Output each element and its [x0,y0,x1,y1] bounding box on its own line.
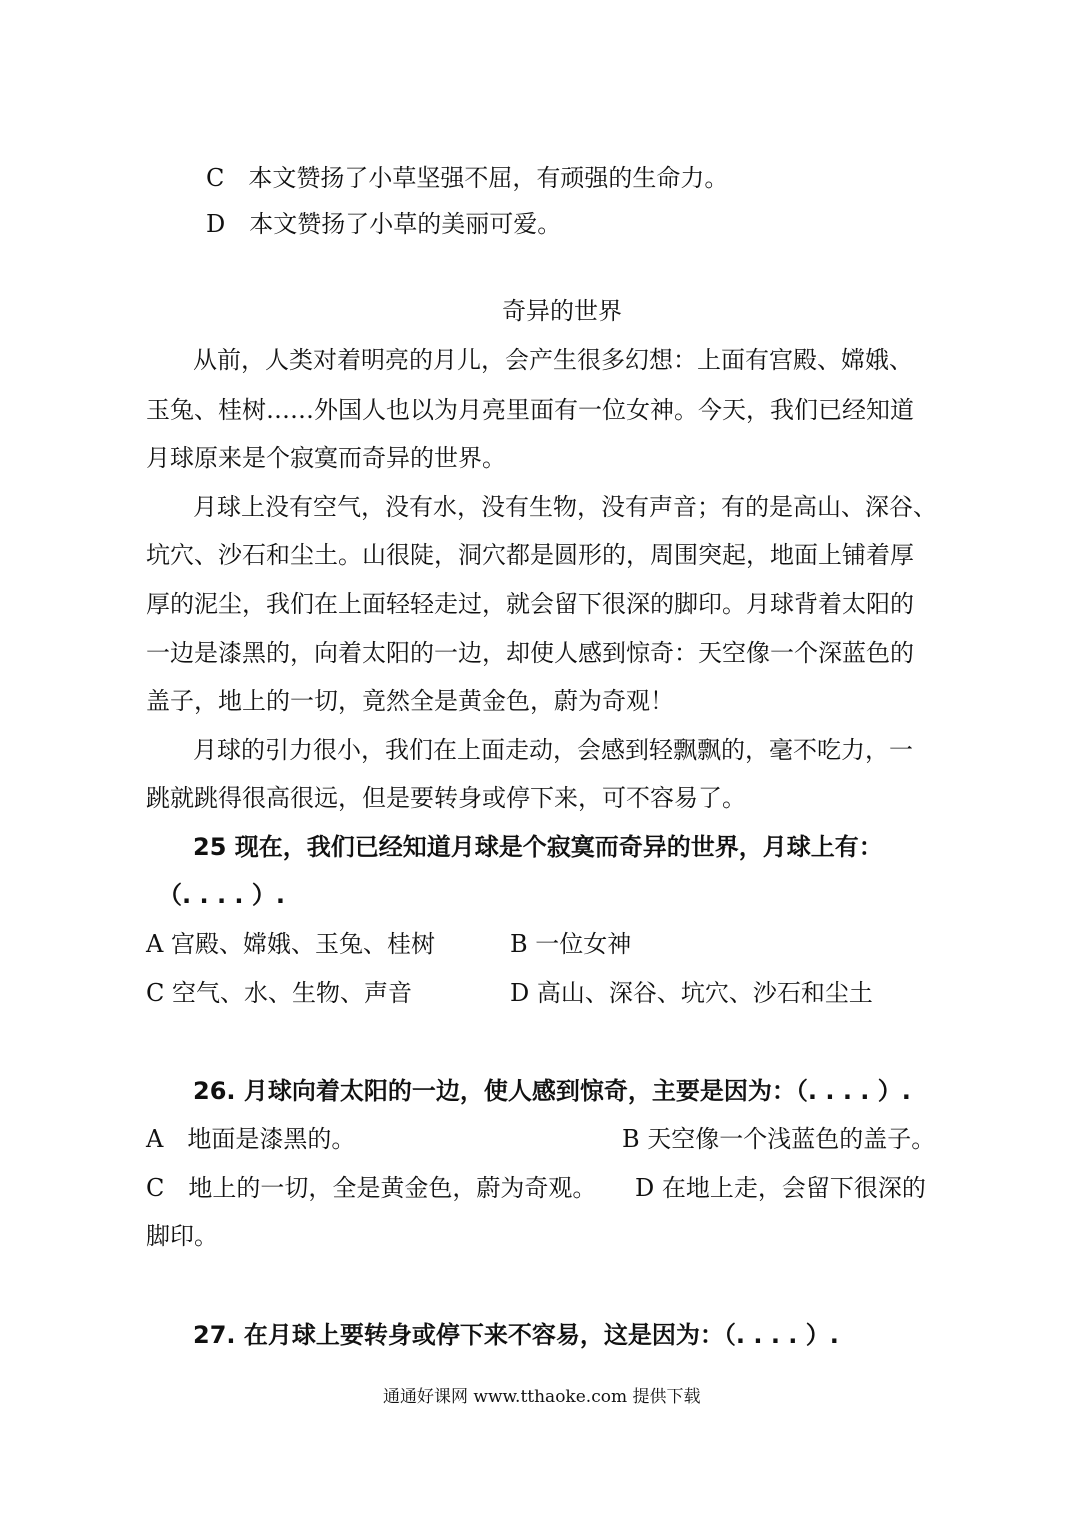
question-27-stem: 27. 在月球上要转身或停下来不容易，这是因为：（. . . . ）. [193,1321,839,1349]
answer-blank: （. . . . ）. [158,881,286,909]
article-title: 奇异的世界 [502,297,622,325]
paragraph-3-line: 跳就跳得很高很远，但是要转身或停下来，可不容易了。 [146,784,746,812]
paragraph-2-line: 一边是漆黑的，向着太阳的一边，却使人感到惊奇：天空像一个深蓝色的 [146,639,914,667]
option-c: C 空气、水、生物、声音 [146,979,412,1007]
option-d-continuation: 脚印。 [146,1222,218,1250]
option-c: C 本文赞扬了小草坚强不屈，有顽强的生命力。 [206,164,729,192]
paragraph-2-line: 坑穴、沙石和尘土。山很陡，洞穴都是圆形的，周围突起，地面上铺着厚 [146,541,914,569]
option-a: A 地面是漆黑的。 [146,1125,356,1153]
paragraph-1-line: 月球原来是个寂寞而奇异的世界。 [146,444,506,472]
paragraph-2-line: 厚的泥尘，我们在上面轻轻走过，就会留下很深的脚印。月球背着太阳的 [146,590,914,618]
option-d: D 高山、深谷、坑穴、沙石和尘土 [510,979,873,1007]
question-26-stem: 26. 月球向着太阳的一边，使人感到惊奇，主要是因为：（. . . . ）. [193,1077,911,1105]
option-a: A 宫殿、嫦娥、玉兔、桂树 [146,930,435,958]
question-25-stem: 25 现在，我们已经知道月球是个寂寞而奇异的世界，月球上有： [193,833,883,861]
option-b: B 一位女神 [510,930,632,958]
option-d: D 在地上走，会留下很深的 [635,1174,926,1202]
footer-text: 通通好课网 www.tthaoke.com 提供下载 [383,1387,701,1407]
paragraph-1-line: 玉兔、桂树……外国人也以为月亮里面有一位女神。今天，我们已经知道 [146,396,914,424]
paragraph-2-line: 月球上没有空气，没有水，没有生物，没有声音；有的是高山、深谷、 [193,493,937,521]
paragraph-3-line: 月球的引力很小，我们在上面走动，会感到轻飘飘的，毫不吃力，一 [193,736,913,764]
paragraph-2-line: 盖子，地上的一切，竟然全是黄金色，蔚为奇观！ [146,687,674,715]
option-b: B 天空像一个浅蓝色的盖子。 [622,1125,936,1153]
option-d: D 本文赞扬了小草的美丽可爱。 [206,210,562,238]
paragraph-1-line: 从前，人类对着明亮的月儿，会产生很多幻想：上面有宫殿、嫦娥、 [193,346,913,374]
option-c: C 地上的一切，全是黄金色，蔚为奇观。 [146,1174,597,1202]
